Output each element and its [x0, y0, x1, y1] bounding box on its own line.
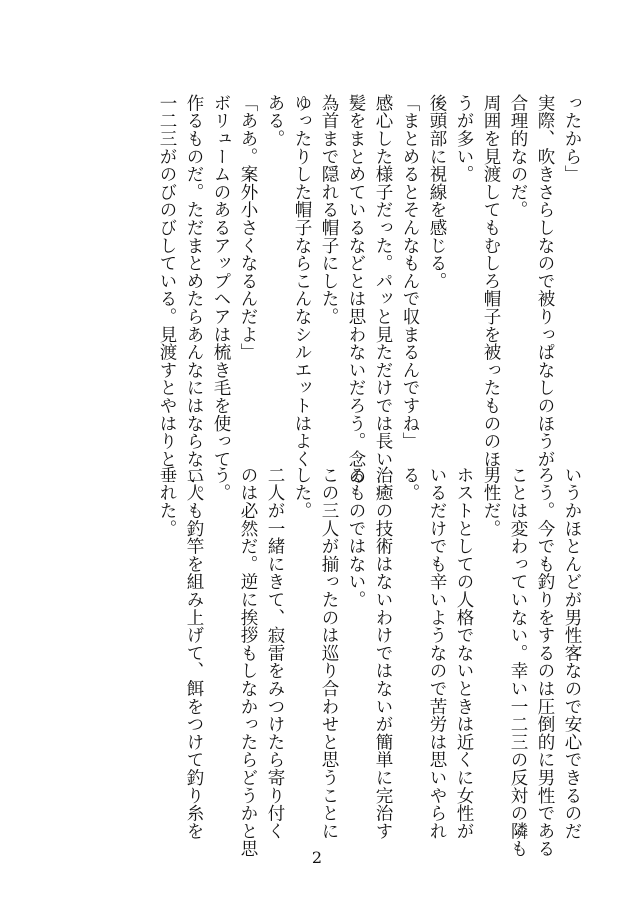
text-column: いうかほとんどが男性客なので安心できるのだ	[562, 466, 582, 840]
page-number: 2	[311, 848, 323, 867]
text-column: 作るものだ。ただまとめたらあんなにはならない。	[184, 94, 204, 504]
text-column: 二人も釣竿を組み上げて、餌をつけて釣り糸を	[184, 466, 204, 840]
text-column: ホストとしての人格でないときは近くに女性が	[454, 466, 474, 840]
text-column: 実際、吹きさらしなので被りっぱなしのほうが	[535, 94, 555, 468]
text-column: ったから」	[562, 94, 582, 183]
text-column: 垂れた。	[157, 466, 177, 538]
text-column: う。	[211, 466, 231, 502]
bottom-text-block	[153, 466, 585, 858]
text-column: ゆったりした帽子ならこんなシルエットはよく	[292, 94, 312, 468]
text-column: うが多い。	[454, 94, 474, 183]
text-column: る。	[400, 466, 420, 502]
text-column: のは必然だ。逆に挨拶もしなかったらどうかと思	[238, 466, 258, 858]
text-column: ボリュームのあるアップヘアは梳き毛を使って	[211, 94, 231, 468]
text-column: ろう。今でも釣りをするのは圧倒的に男性である	[535, 466, 555, 858]
text-column: 周囲を見渡してもむしろ帽子を被ったもののほ	[481, 94, 501, 468]
text-column: 感心した様子だった。パッと見ただけでは長い	[373, 94, 393, 468]
text-column: いるだけでも辛いようなので苦労は思いやられ	[427, 466, 447, 840]
text-column: 為首まで隠れる帽子にした。	[319, 94, 339, 326]
text-column: 後頭部に視線を感じる。	[427, 94, 447, 290]
text-column: ことは変わっていない。幸い一二三の反対の隣も	[508, 466, 528, 858]
text-column: 男性だ。	[481, 466, 501, 538]
text-column: 「ああ。案外小さくなるんだよ」	[238, 94, 258, 361]
text-column: した。	[292, 466, 312, 520]
text-column: るものではない。	[346, 466, 366, 609]
text-column: 二人が一緒にきて、寂雷をみつけたら寄り付く	[265, 466, 285, 840]
text-column: ある。	[265, 94, 285, 148]
text-column: 「まとめるとそんなもんで収まるんですね」	[400, 94, 420, 450]
text-column: この三人が揃ったのは巡り合わせと思うことに	[319, 466, 339, 840]
text-column: 合理的なのだ。	[508, 94, 528, 219]
text-column: 一二三がのびのびしている。見渡すとやはりと	[157, 94, 177, 468]
text-column: 治癒の技術はないわけではないが簡単に完治す	[373, 466, 393, 840]
text-column: 髪をまとめているなどとは思わないだろう。念の	[346, 94, 366, 486]
